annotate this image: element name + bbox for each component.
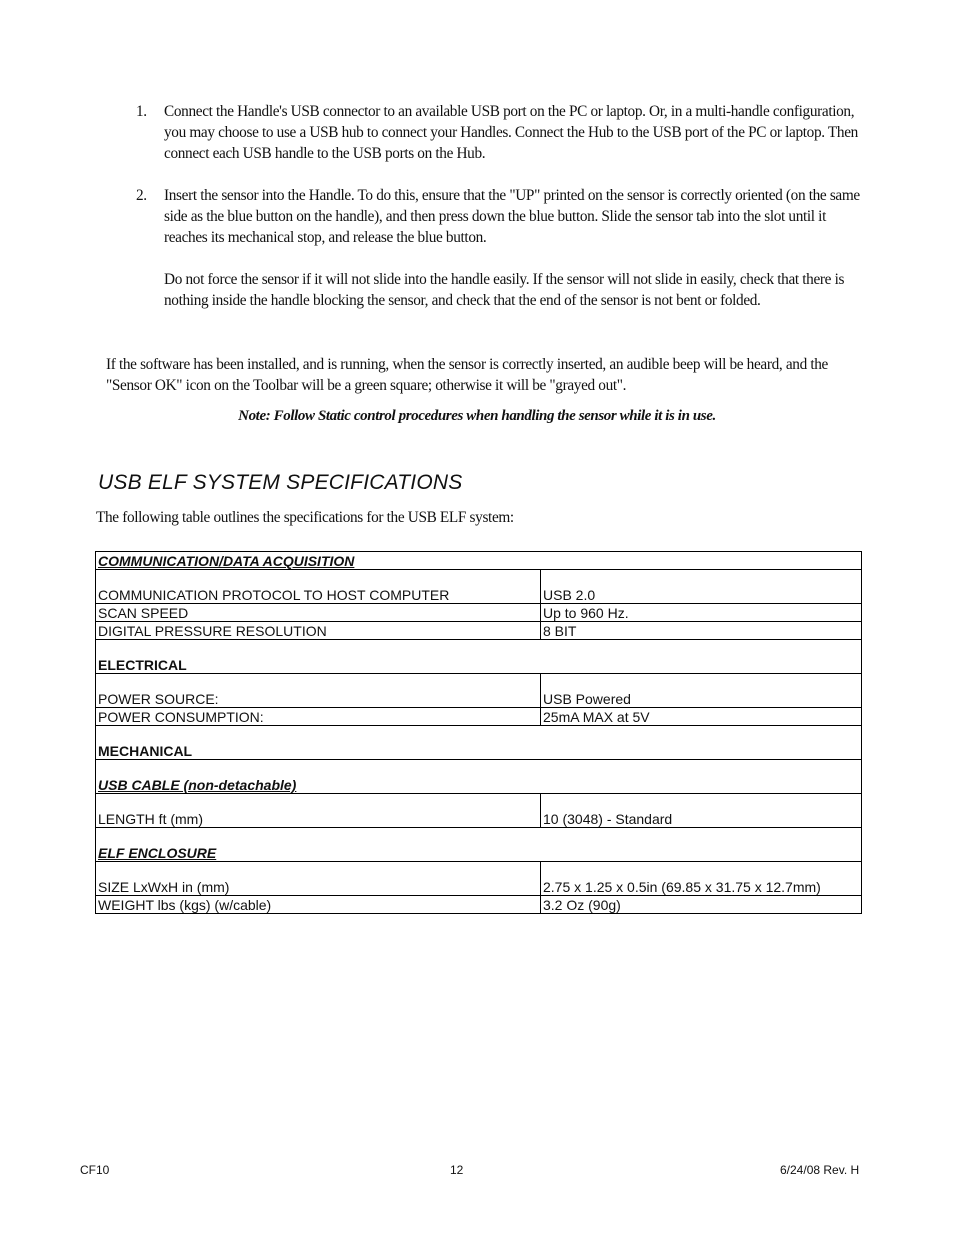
spec-label: SCAN SPEED [96,604,541,622]
table-section-header [96,726,862,760]
spec-value: 25mA MAX at 5V [541,708,862,726]
spec-label: WEIGHT lbs (kgs) (w/cable) [96,896,541,914]
spec-value: USB Powered [541,674,862,708]
header-mechanical: MECHANICAL [96,726,862,760]
step-text: Insert the sensor into the Handle. To do this, ensure that the "UP" printed on the sensor is correctly oriented (on the same side as the blue button on the handle), and then press down the blue button. Slide the sensor tab into the slot until it reaches its mechanical stop, and release the blue button. [164,187,860,246]
footer-page-number: 12 [450,1163,464,1177]
spec-label: DIGITAL PRESSURE RESOLUTION [96,622,541,640]
step-2 [136,185,864,248]
spec-label: LENGTH ft (mm) [96,794,541,828]
step-1 [136,101,864,164]
step-text: Connect the Handle's USB connector to an available USB port on the PC or laptop. Or, in a multi-handle configuration, you may choose to use a USB hub to connect your Handles. Connect the Hub to the USB port of the PC or laptop. Then connect each USB handle to the USB ports on the Hub. [164,103,858,162]
static-control-note: Note: Follow Static control procedures when handling the sensor while it is in use. [238,408,716,424]
spec-value: 8 BIT [541,622,862,640]
spec-table [95,551,862,914]
step-number: 1. [136,103,147,120]
spec-value: USB 2.0 [541,570,862,604]
table-row [96,896,862,914]
footer-doc-id: CF10 [80,1163,110,1177]
table-row [96,622,862,640]
header-usb-cable: USB CABLE (non-detachable) [96,760,862,794]
table-row [96,570,862,604]
header-elf-enclosure: ELF ENCLOSURE [96,828,862,862]
spec-label: SIZE LxWxH in (mm) [96,862,541,896]
spec-value: 2.75 x 1.25 x 0.5in (69.85 x 31.75 x 12.7mm) [541,862,862,896]
intro-text: The following table outlines the specifications for the USB ELF system: [96,509,514,526]
spec-label: COMMUNICATION PROTOCOL TO HOST COMPUTER [96,570,541,604]
footer-revision: 6/24/08 Rev. H [780,1163,860,1177]
table-row [96,604,862,622]
step-number: 2. [136,187,147,204]
table-section-header [96,552,862,570]
spec-value: Up to 960 Hz. [541,604,862,622]
header-comm: COMMUNICATION/DATA ACQUISITION [96,552,862,570]
table-row [96,862,862,896]
table-row [96,794,862,828]
spec-label: POWER CONSUMPTION: [96,708,541,726]
section-title: USB ELF SYSTEM SPECIFICATIONS [98,471,463,494]
table-row [96,708,862,726]
table-section-header [96,640,862,674]
table-section-header [96,760,862,794]
spec-value: 10 (3048) - Standard [541,794,862,828]
step-2-followup [136,269,864,311]
software-paragraph: If the software has been installed, and is running, when the sensor is correctly inserted, an audible beep will be heard, and the "Sensor OK" icon on the Toolbar will be a green square; otherwise it will be "grayed out". [106,356,828,394]
header-electrical: ELECTRICAL [96,640,862,674]
spec-label: POWER SOURCE: [96,674,541,708]
table-section-header [96,828,862,862]
step-followup-text: Do not force the sensor if it will not slide into the handle easily. If the sensor will not slide in easily, check that there is nothing inside the handle blocking the sensor, and check that the end of the sensor is not bent or folded. [164,271,845,309]
table-row [96,674,862,708]
spec-value: 3.2 Oz (90g) [541,896,862,914]
